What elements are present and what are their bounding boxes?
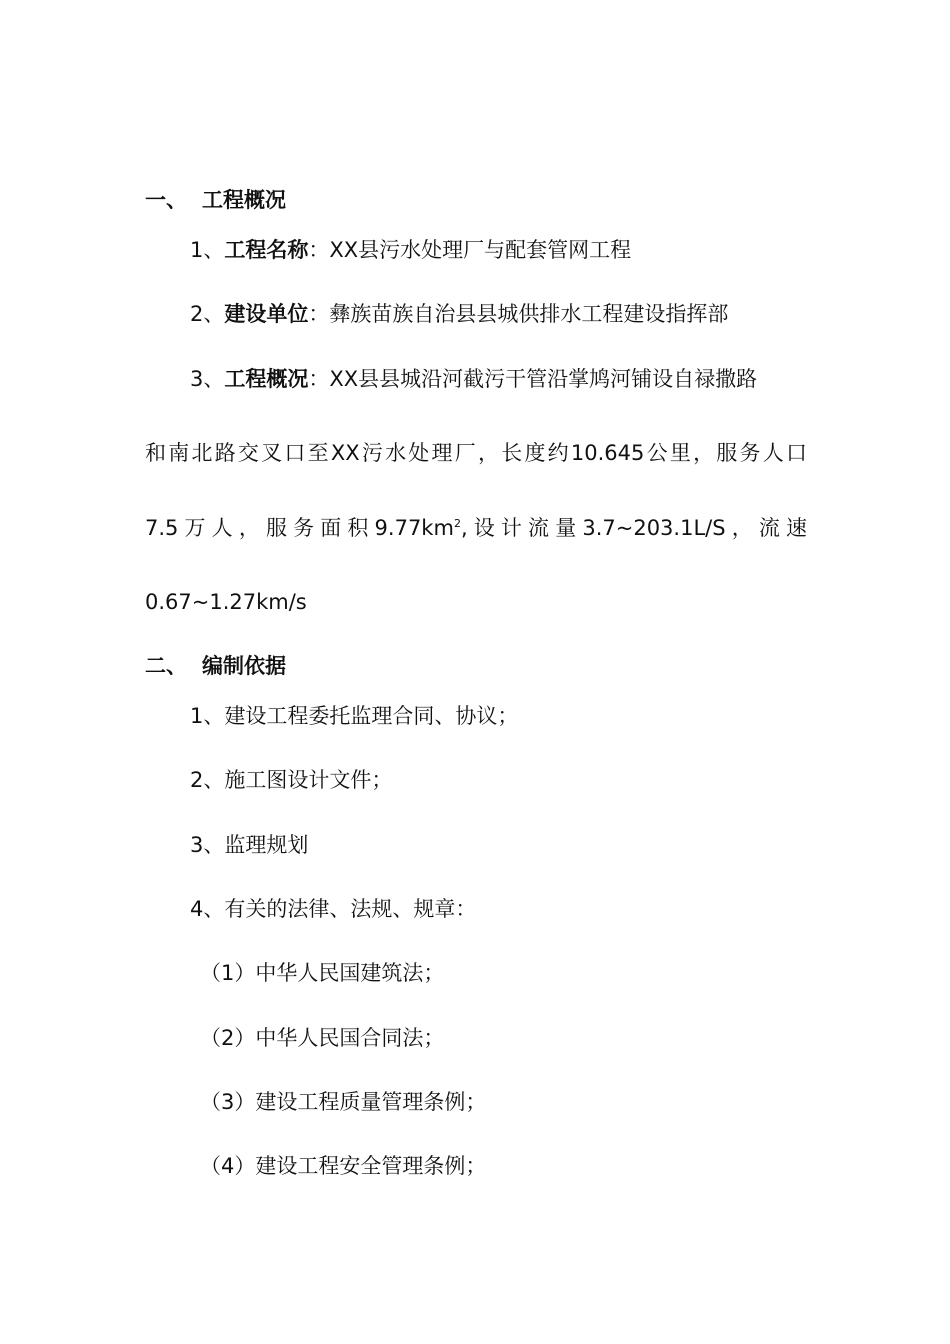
sub-list-item: （1）中华人民国建筑法；	[200, 961, 445, 985]
section-title: 工程概况	[202, 188, 286, 212]
item-text: ：XX县县城沿河截污干管沿掌鸠河铺设自禄撒路	[308, 367, 758, 391]
item-overview-line-4: 0.67~1.27km/s	[145, 590, 307, 614]
item-prefix: 1、	[190, 238, 225, 262]
item-project-name	[190, 235, 631, 265]
item-prefix: 3、	[190, 367, 225, 391]
list-item: 2、施工图设计文件；	[190, 768, 393, 792]
item-label: 工程名称	[224, 238, 309, 262]
item-label: 建设单位	[224, 302, 309, 326]
item-overview-line-3	[145, 513, 807, 543]
sub-list-item: （2）中华人民国合同法；	[200, 1026, 445, 1050]
section-number: 二、	[145, 654, 187, 678]
sub-list-item: （4）建设工程安全管理条例；	[200, 1154, 487, 1178]
section-number: 一、	[145, 188, 187, 212]
item-value: ：彝族苗族自治县县城供排水工程建设指挥部	[308, 302, 729, 326]
item-label: 工程概况	[224, 367, 309, 391]
item-value: ：XX县污水处理厂与配套管网工程	[308, 238, 632, 262]
sub-list-item: （3）建设工程质量管理条例；	[200, 1090, 487, 1114]
item-text: 7.5万人，服务面积9.77km	[145, 516, 454, 540]
item-construction-unit	[190, 299, 728, 329]
item-overview-line-1	[190, 364, 757, 394]
superscript: 2	[453, 517, 461, 530]
list-item: 3、监理规划	[190, 833, 309, 857]
section-title: 编制依据	[202, 654, 286, 678]
list-item: 4、有关的法律、法规、规章：	[190, 897, 477, 921]
section-heading-basis	[145, 651, 286, 681]
item-overview-line-2: 和南北路交叉口至XX污水处理厂，长度约10.645公里，服务人口	[145, 441, 807, 465]
section-heading-overview	[145, 185, 286, 215]
list-item: 1、建设工程委托监理合同、协议；	[190, 704, 519, 728]
item-text: ,设计流量3.7~203.1L/S，流速	[460, 516, 807, 540]
item-prefix: 2、	[190, 302, 225, 326]
